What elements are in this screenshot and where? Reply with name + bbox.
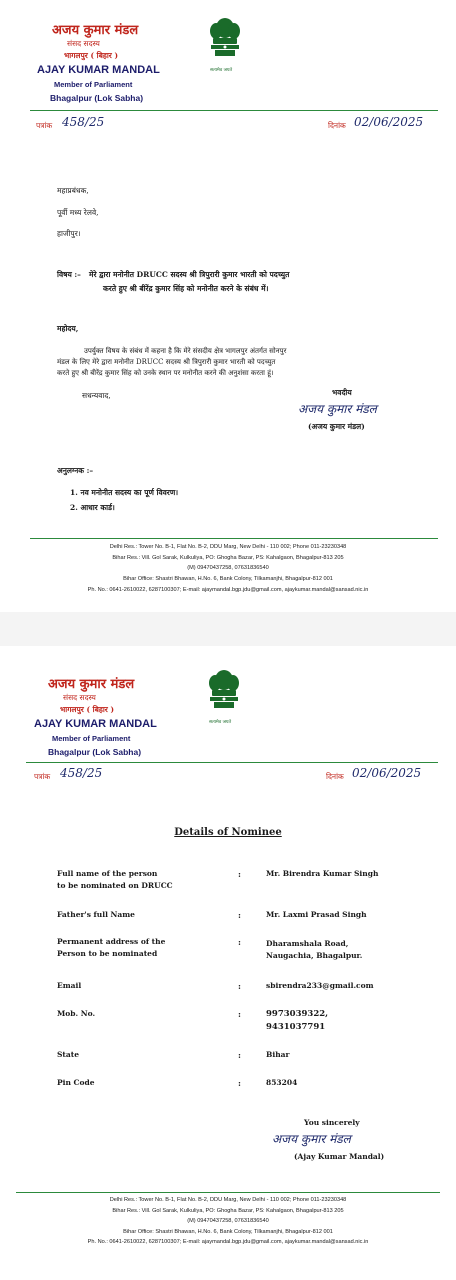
signature: अजय कुमार मंडल (298, 402, 377, 416)
row-value: 9973039322, 9431037791 (266, 1009, 329, 1032)
yours-label: भवदीय (332, 388, 352, 397)
subject-label: विषय :– (57, 270, 81, 279)
row-label: Full name of the person to be nominated on DRUCC (57, 869, 173, 890)
footer-line: Delhi Res.: Tower No. B-1, Flat No. B-2, DDU Marg, New Delhi - 110 002; Phone 011-23230348 (109, 1197, 347, 1203)
footer-line: Ph. No.: 0641-2610022, 6287100307; E-mail: ajaymandal.bgp.jdu@gmail.com, ajaykumar.mandal@sansad.nic.in (87, 587, 369, 593)
ref-number: 458/25 (62, 115, 105, 129)
row-label: State (57, 1050, 79, 1059)
letterhead-place-hindi: भागलपुर ( बिहार ) (64, 51, 118, 60)
letterhead-title-hindi: संसद सदस्य (63, 693, 96, 702)
page-gap (0, 612, 456, 646)
footer-line: Ph. No.: 0641-2610022, 6287100307; E-mail: ajaymandal.bgp.jdu@gmail.com, ajaykumar.mandal@sansad.nic.in (87, 1239, 369, 1245)
row-value: 853204 (266, 1078, 298, 1087)
row-label: Email (57, 981, 82, 990)
footer-rule (30, 538, 438, 539)
subject-line: मेरे द्वारा मनोनीत DRUCC सदस्य श्री त्रिपुरारी कुमार भारती को पदच्युत (89, 270, 290, 279)
row-value: Bihar (266, 1050, 290, 1059)
footer-line: Bihar Res.: Vill. Gol Sarak, Kulkuliya, PO: Ghogha Bazar, PS: Kahalgaon, Bhagalpur-813 205 (112, 555, 344, 561)
letter-page-1 (0, 0, 456, 612)
ref-number: 458/25 (60, 766, 103, 780)
row-value: Mr. Laxmi Prasad Singh (266, 910, 367, 919)
letterhead-title-hindi: संसद सदस्य (67, 39, 100, 48)
letter-date: 02/06/2025 (352, 766, 422, 780)
row-label: Pin Code (57, 1078, 95, 1087)
row-value: sbirendra233@gmail.com (266, 981, 374, 990)
ref-label: पत्रांक (34, 772, 51, 781)
letterhead-name-english: AJAY KUMAR MANDAL (37, 64, 160, 76)
letter-date: 02/06/2025 (354, 115, 424, 129)
salutation: महोदय, (57, 324, 79, 333)
signature: अजय कुमार मंडल (272, 1132, 351, 1146)
letterhead-member: Member of Parliament (54, 80, 133, 89)
row-value: Dharamshala Road, Naugachia, Bhagalpur. (266, 939, 363, 960)
row-value: Mr. Birendra Kumar Singh (266, 869, 379, 878)
row-label: Father's full Name (57, 910, 135, 919)
body-line: मंडल के लिए मेरे द्वारा मनोनीत DRUCC सदस्य श्री त्रिपुरारी कुमार भारती को पदच्युत (57, 358, 276, 366)
row-colon: : (238, 910, 241, 920)
footer-rule (16, 1192, 440, 1193)
nominee-details-title: Details of Nominee (174, 827, 282, 838)
letterhead-constituency: Bhagalpur (Lok Sabha) (48, 747, 142, 757)
row-colon: : (238, 981, 241, 991)
emblem-caption: सत्यमेव जयते (209, 720, 232, 725)
letterhead-member: Member of Parliament (52, 734, 131, 743)
national-emblem-icon (206, 666, 242, 716)
footer-line: Bihar Office: Shastri Bhawan, H.No. 6, Bank Colony, Tilkamanjhi, Bhagalpur-812 001 (123, 576, 333, 582)
footer-line: Bihar Office: Shastri Bhawan, H.No. 6, Bank Colony, Tilkamanjhi, Bhagalpur-812 001 (123, 1229, 333, 1235)
letterhead-name-english: AJAY KUMAR MANDAL (34, 718, 157, 730)
footer-line: (M) 09470437258, 07631836540 (187, 1218, 269, 1224)
enclosure-label: अनुलग्नक :– (57, 466, 94, 475)
row-colon: : (238, 869, 241, 879)
row-colon: : (238, 1050, 241, 1060)
footer-line: (M) 09470437258, 07631836540 (187, 565, 269, 571)
body-line: उपर्युक्त विषय के संबंध में कहना है कि मेरे संसदीय क्षेत्र भागलपुर अंतर्गत सोनपुर (84, 347, 287, 355)
signatory-name: (अजय कुमार मंडल) (308, 422, 365, 431)
date-label: दिनांक (328, 121, 346, 130)
addressee-line: पूर्वी मध्य रेलवे, (57, 208, 99, 217)
closing: You sincerely (304, 1118, 360, 1127)
footer-line: Delhi Res.: Tower No. B-1, Flat No. B-2, DDU Marg, New Delhi - 110 002; Phone 011-23230348 (109, 544, 347, 550)
letterhead-place-hindi: भागलपुर ( बिहार ) (60, 705, 114, 714)
footer-line: Bihar Res.: Vill. Gol Sarak, Kulkuliya, PO: Ghogha Bazar, PS: Kahalgaon, Bhagalpur-813 205 (112, 1208, 344, 1214)
emblem-caption: सत्यमेव जयते (210, 68, 233, 73)
row-colon: : (238, 1078, 241, 1088)
date-label: दिनांक (326, 772, 344, 781)
national-emblem-icon (207, 14, 243, 64)
body-line: करते हुए श्री बीरेंद्र कुमार सिंह को उनके स्थान पर मनोनीत करने की अनुशंसा करता हूं। (57, 369, 274, 377)
signatory-name: (Ajay Kumar Mandal) (294, 1152, 385, 1161)
subject-line: करते हुए श्री बीरेंद्र कुमार सिंह को मनोनीत करने के संबंध में। (103, 284, 269, 293)
row-colon: : (238, 937, 241, 947)
header-rule (26, 762, 438, 763)
enclosure-item: 2. आधार कार्ड। (70, 503, 115, 512)
letter-page-2 (0, 646, 456, 1280)
letterhead-constituency: Bhagalpur (Lok Sabha) (50, 93, 144, 103)
row-colon: : (238, 1009, 241, 1019)
letterhead-name-hindi: अजय कुमार मंडल (52, 23, 139, 38)
row-label: Mob. No. (57, 1009, 96, 1018)
ref-label: पत्रांक (36, 121, 53, 130)
closing: सधन्यवाद, (82, 391, 111, 400)
header-rule (30, 110, 438, 111)
addressee-line: महाप्रबंधक, (57, 186, 89, 195)
letterhead-name-hindi: अजय कुमार मंडल (48, 677, 135, 692)
addressee-line: हाजीपुर। (57, 229, 81, 238)
enclosure-item: 1. नव मनोनीत सदस्य का पूर्ण विवरण। (70, 488, 179, 497)
row-label: Permanent address of the Person to be nominated (57, 937, 166, 958)
